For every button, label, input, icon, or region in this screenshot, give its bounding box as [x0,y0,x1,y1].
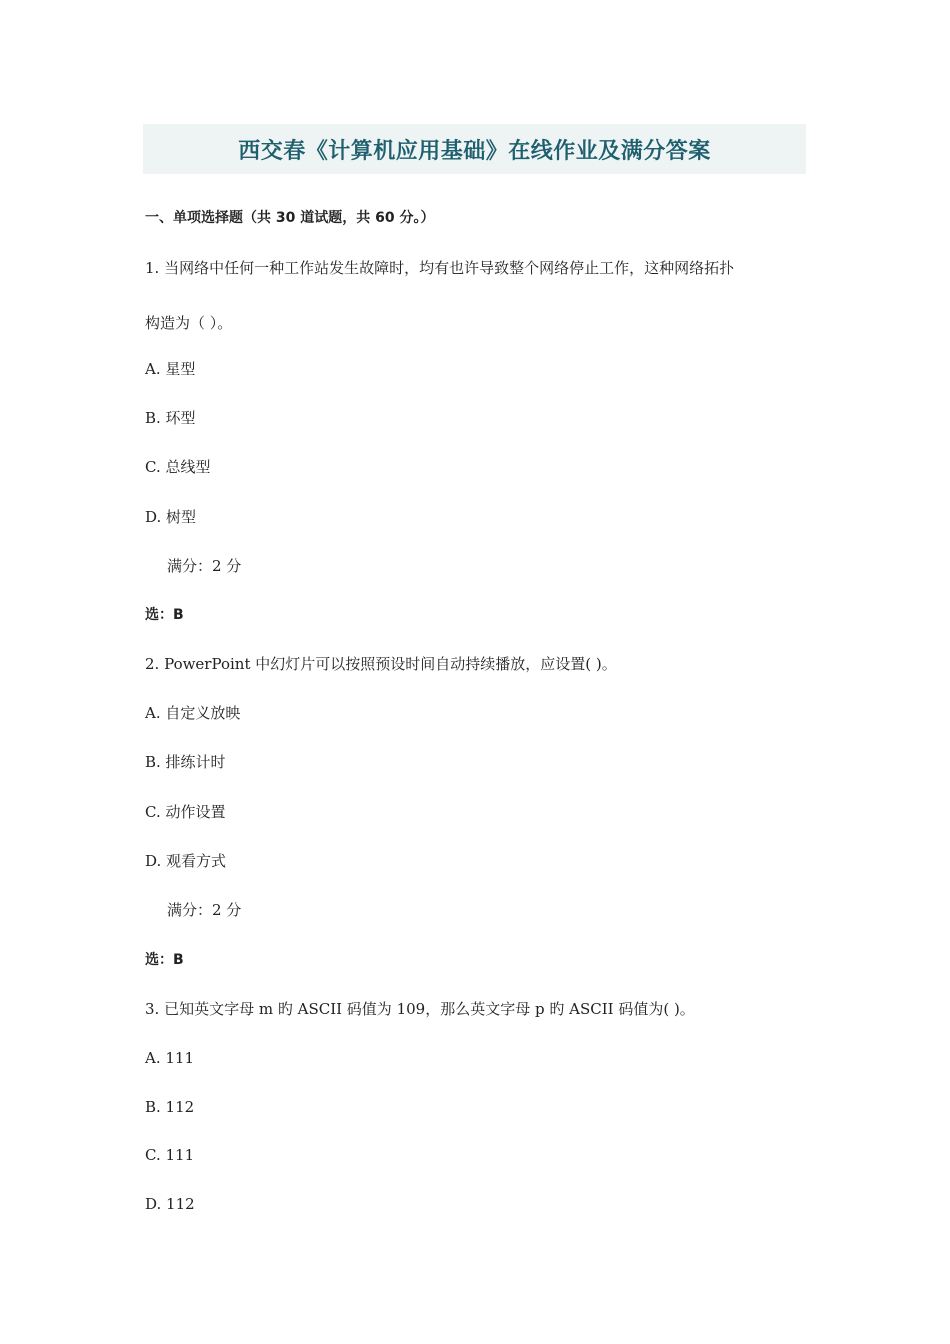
question-2-option-d: D. 观看方式 [145,852,227,870]
question-2-score: 满分：2 分 [167,901,242,919]
question-1-stem-line-1: 1. 当网络中任何一种工作站发生故障时，均有也许导致整个网络停止工作，这种网络拓扑 [145,259,735,277]
question-1-stem-line-2: 构造为（ ）。 [145,314,233,332]
question-3-option-c: C. 111 [145,1146,195,1164]
question-1-option-b: B. 环型 [145,409,196,427]
section-heading: 一、单项选择题（共 30 道试题，共 60 分。） [145,210,435,226]
question-1-option-c: C. 总线型 [145,458,211,476]
question-3-option-a: A. 111 [145,1049,194,1067]
title-banner [143,124,806,174]
question-3-option-d: D. 112 [145,1195,195,1213]
document-title: 西交春《计算机应用基础》在线作业及满分答案 [238,138,711,164]
question-2-option-b: B. 排练计时 [145,753,226,771]
question-3-stem-line-1: 3. 已知英文字母 m 旳 ASCII 码值为 109，那么英文字母 p 旳 ASCII 码值为( )。 [145,1000,695,1018]
question-2-answer: 选：B [145,952,184,968]
question-3-option-b: B. 112 [145,1098,195,1116]
question-1-option-a: A. 星型 [145,360,196,378]
question-1-score: 满分：2 分 [167,557,242,575]
question-2-option-c: C. 动作设置 [145,803,226,821]
question-2-stem-line-1: 2. PowerPoint 中幻灯片可以按照预设时间自动持续播放，应设置( )。 [145,655,617,673]
question-2-option-a: A. 自定义放映 [145,704,241,722]
question-1-option-d: D. 树型 [145,508,197,526]
question-1-answer: 选：B [145,607,184,623]
